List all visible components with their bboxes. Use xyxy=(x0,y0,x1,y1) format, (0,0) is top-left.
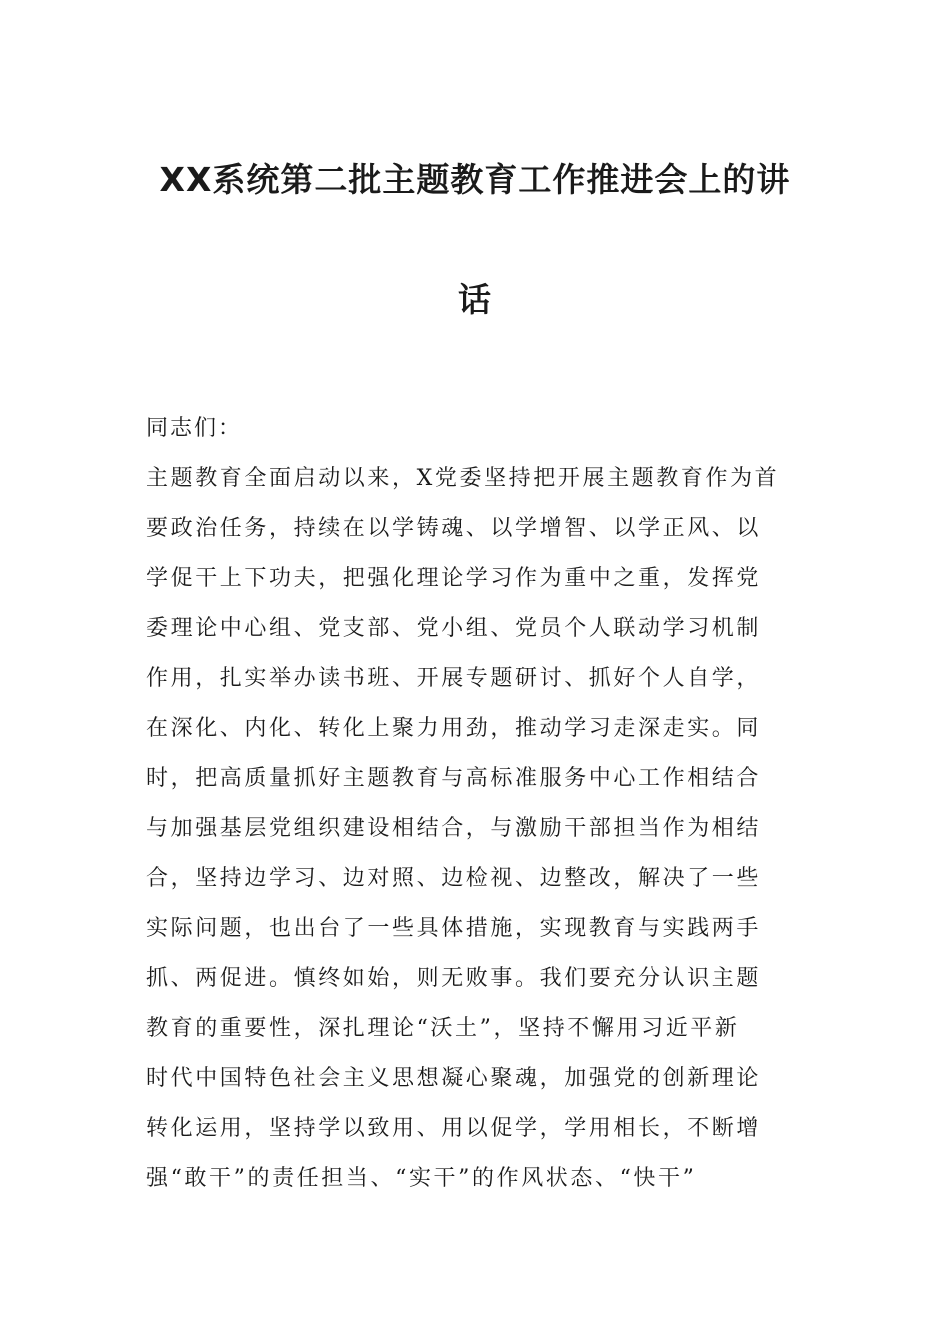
body-line: 教育的重要性，深扎理论“沃土”，坚持不懈用习近平新 xyxy=(146,1016,740,1041)
document-title-line-1: XX系统第二批主题教育工作推进会上的讲 xyxy=(159,160,791,199)
body-line: 抓、两促进。慎终如始，则无败事。我们要充分认识主题 xyxy=(146,966,762,991)
body-line: 要政治任务，持续在以学铸魂、以学增智、以学正风、以 xyxy=(146,516,762,541)
body-line: 委理论中心组、党支部、党小组、党员个人联动学习机制 xyxy=(146,616,762,641)
body-paragraph xyxy=(146,462,816,1212)
salutation: 同志们： xyxy=(146,416,243,441)
body-line: 学促干上下功夫，把强化理论学习作为重中之重，发挥党 xyxy=(146,566,762,591)
body-line: 与加强基层党组织建设相结合，与激励干部担当作为相结 xyxy=(146,816,762,841)
body-line: 转化运用，坚持学以致用、用以促学，学用相长，不断增 xyxy=(146,1116,762,1141)
body-line: 作用，扎实举办读书班、开展专题研讨、抓好个人自学， xyxy=(146,666,762,691)
body-line: 时代中国特色社会主义思想凝心聚魂，加强党的创新理论 xyxy=(146,1066,762,1091)
document-title-line-2: 话 xyxy=(458,280,492,319)
body-line: 合，坚持边学习、边对照、边检视、边整改，解决了一些 xyxy=(146,866,762,891)
body-line: 主题教育全面启动以来，X党委坚持把开展主题教育作为首 xyxy=(146,466,780,491)
body-line: 强“敢干”的责任担当、“实干”的作风状态、“快干” xyxy=(146,1166,697,1191)
body-line: 在深化、内化、转化上聚力用劲，推动学习走深走实。同 xyxy=(146,716,762,741)
body-line: 时，把高质量抓好主题教育与高标准服务中心工作相结合 xyxy=(146,766,762,791)
body-line: 实际问题，也出台了一些具体措施，实现教育与实践两手 xyxy=(146,916,762,941)
